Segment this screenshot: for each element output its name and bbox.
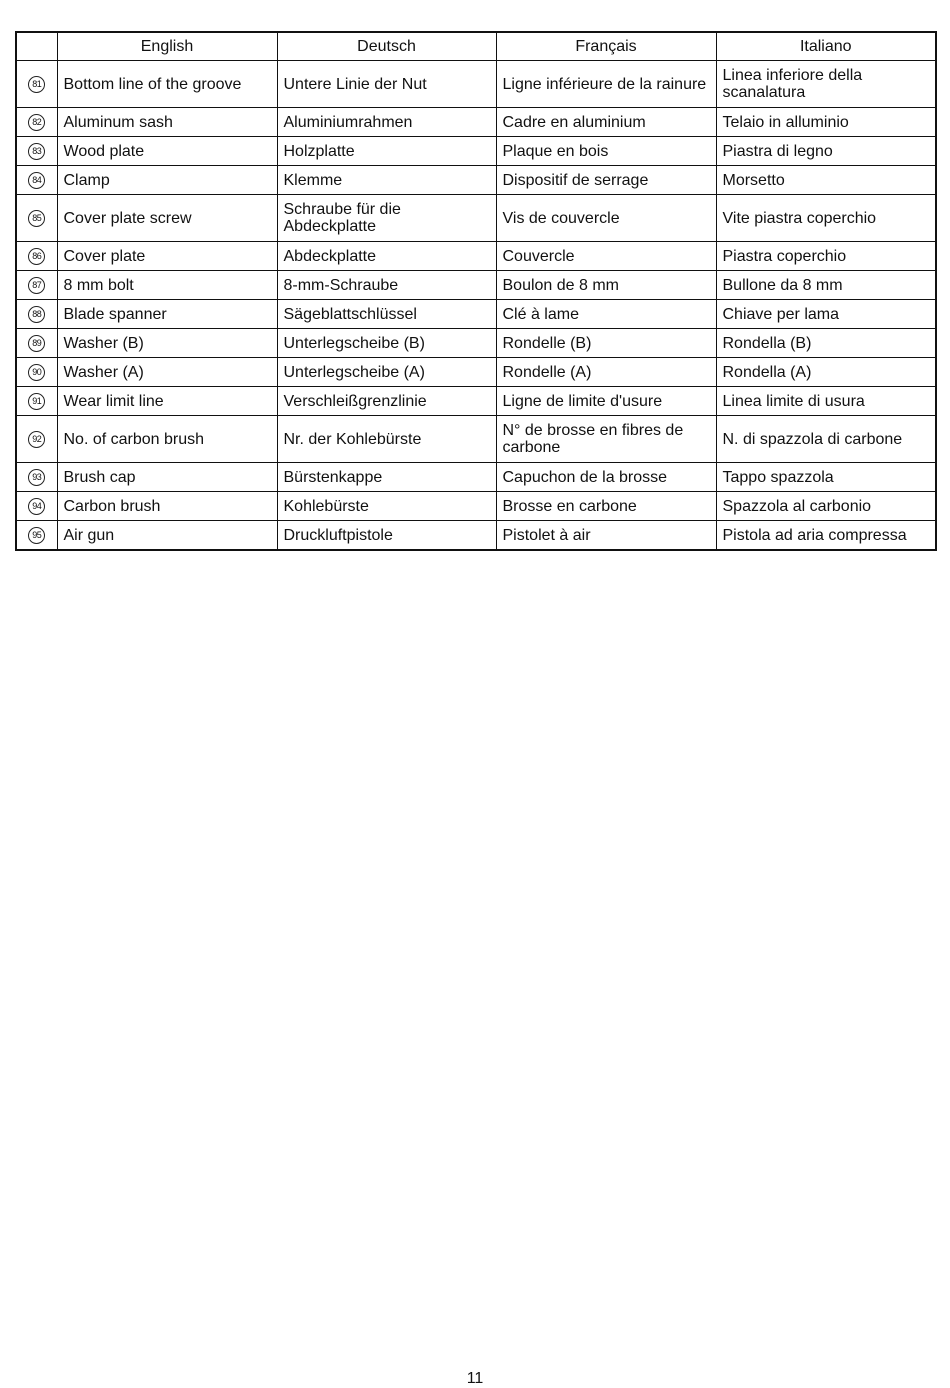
term-francais: N° de brosse en fibres de carbone xyxy=(496,416,716,463)
term-english: Aluminum sash xyxy=(57,108,277,137)
term-italiano: Linea inferiore della scanalatura xyxy=(716,61,936,108)
term-italiano: Linea limite di usura xyxy=(716,387,936,416)
term-italiano: Rondella (B) xyxy=(716,329,936,358)
term-deutsch: Druckluftpistole xyxy=(277,521,496,551)
term-francais: Boulon de 8 mm xyxy=(496,271,716,300)
term-italiano: Telaio in alluminio xyxy=(716,108,936,137)
table-row xyxy=(16,195,936,242)
table-row xyxy=(16,463,936,492)
table-row xyxy=(16,358,936,387)
term-francais: Vis de couvercle xyxy=(496,195,716,242)
table-row xyxy=(16,300,936,329)
glossary-table xyxy=(15,31,937,551)
term-deutsch: Untere Linie der Nut xyxy=(277,61,496,108)
term-francais: Couvercle xyxy=(496,242,716,271)
term-italiano: Tappo spazzola xyxy=(716,463,936,492)
header-italiano: Italiano xyxy=(716,32,936,61)
term-francais: Dispositif de serrage xyxy=(496,166,716,195)
term-francais: Ligne de limite d'usure xyxy=(496,387,716,416)
item-number: 90 xyxy=(28,364,45,381)
term-english: Washer (B) xyxy=(57,329,277,358)
item-number: 81 xyxy=(28,76,45,93)
term-francais: Rondelle (A) xyxy=(496,358,716,387)
term-deutsch: Unterlegscheibe (B) xyxy=(277,329,496,358)
term-english: No. of carbon brush xyxy=(57,416,277,463)
term-deutsch: Schraube für die Abdeckplatte xyxy=(277,195,496,242)
item-number: 91 xyxy=(28,393,45,410)
term-francais: Capuchon de la brosse xyxy=(496,463,716,492)
term-deutsch: Sägeblattschlüssel xyxy=(277,300,496,329)
term-deutsch: Abdeckplatte xyxy=(277,242,496,271)
term-english: Clamp xyxy=(57,166,277,195)
term-english: Bottom line of the groove xyxy=(57,61,277,108)
item-number: 95 xyxy=(28,527,45,544)
term-francais: Plaque en bois xyxy=(496,137,716,166)
item-number: 92 xyxy=(28,431,45,448)
term-francais: Cadre en aluminium xyxy=(496,108,716,137)
term-deutsch: Bürstenkappe xyxy=(277,463,496,492)
table-row xyxy=(16,61,936,108)
header-row xyxy=(16,32,936,61)
table-row xyxy=(16,329,936,358)
term-english: Cover plate screw xyxy=(57,195,277,242)
term-italiano: Chiave per lama xyxy=(716,300,936,329)
term-italiano: Vite piastra coperchio xyxy=(716,195,936,242)
term-francais: Pistolet à air xyxy=(496,521,716,551)
term-english: Brush cap xyxy=(57,463,277,492)
item-number: 83 xyxy=(28,143,45,160)
item-number: 93 xyxy=(28,469,45,486)
term-italiano: N. di spazzola di carbone xyxy=(716,416,936,463)
table-row xyxy=(16,242,936,271)
item-number: 89 xyxy=(28,335,45,352)
term-english: Blade spanner xyxy=(57,300,277,329)
term-italiano: Piastra coperchio xyxy=(716,242,936,271)
term-italiano: Piastra di legno xyxy=(716,137,936,166)
table-row xyxy=(16,492,936,521)
term-francais: Brosse en carbone xyxy=(496,492,716,521)
term-deutsch: Kohlebürste xyxy=(277,492,496,521)
term-english: Air gun xyxy=(57,521,277,551)
table-row xyxy=(16,108,936,137)
item-number: 88 xyxy=(28,306,45,323)
table-row xyxy=(16,387,936,416)
term-francais: Ligne inférieure de la rainure xyxy=(496,61,716,108)
term-deutsch: Unterlegscheibe (A) xyxy=(277,358,496,387)
term-francais: Rondelle (B) xyxy=(496,329,716,358)
term-deutsch: Aluminiumrahmen xyxy=(277,108,496,137)
term-deutsch: 8-mm-Schraube xyxy=(277,271,496,300)
term-english: Carbon brush xyxy=(57,492,277,521)
table-row xyxy=(16,521,936,551)
table-row xyxy=(16,137,936,166)
header-number xyxy=(16,32,57,61)
item-number: 86 xyxy=(28,248,45,265)
term-italiano: Pistola ad aria compressa xyxy=(716,521,936,551)
term-italiano: Morsetto xyxy=(716,166,936,195)
term-deutsch: Holzplatte xyxy=(277,137,496,166)
term-italiano: Spazzola al carbonio xyxy=(716,492,936,521)
item-number: 85 xyxy=(28,210,45,227)
term-francais: Clé à lame xyxy=(496,300,716,329)
term-italiano: Bullone da 8 mm xyxy=(716,271,936,300)
item-number: 94 xyxy=(28,498,45,515)
table-row xyxy=(16,416,936,463)
table-row xyxy=(16,166,936,195)
term-english: Wood plate xyxy=(57,137,277,166)
header-deutsch: Deutsch xyxy=(277,32,496,61)
term-english: Cover plate xyxy=(57,242,277,271)
header-english: English xyxy=(57,32,277,61)
term-deutsch: Nr. der Kohlebürste xyxy=(277,416,496,463)
term-english: Washer (A) xyxy=(57,358,277,387)
table-row xyxy=(16,271,936,300)
term-deutsch: Klemme xyxy=(277,166,496,195)
item-number: 87 xyxy=(28,277,45,294)
term-italiano: Rondella (A) xyxy=(716,358,936,387)
term-deutsch: Verschleißgrenzlinie xyxy=(277,387,496,416)
item-number: 82 xyxy=(28,114,45,131)
term-english: 8 mm bolt xyxy=(57,271,277,300)
page-number: 11 xyxy=(466,1370,484,1387)
term-english: Wear limit line xyxy=(57,387,277,416)
item-number: 84 xyxy=(28,172,45,189)
header-francais: Français xyxy=(496,32,716,61)
